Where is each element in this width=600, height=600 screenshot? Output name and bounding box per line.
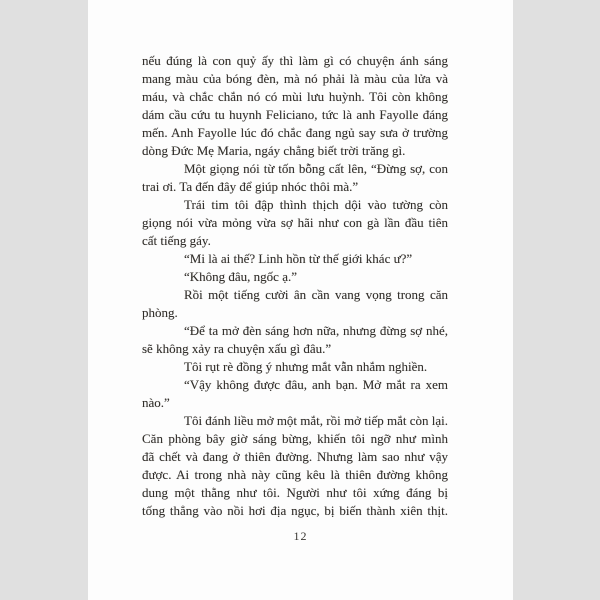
text-line: tống thẳng vào nồi hơi địa ngục, bị biến thành xiên thịt. — [142, 503, 448, 518]
page-text — [142, 52, 448, 520]
text-line: dám cầu cứu tu huynh Feliciano, tức là anh Fayolle đáng — [142, 107, 448, 122]
text-line: được. Ai trong nhà này cũng kêu là thiên đường không — [142, 467, 448, 482]
book-page — [88, 0, 513, 600]
paragraph — [142, 358, 448, 376]
text-line: trai ơi. Ta đến đây để giúp nhóc thôi mà.” — [142, 179, 359, 194]
paragraph — [142, 196, 448, 250]
paragraph — [142, 376, 448, 412]
text-line: mang màu của bóng đèn, mà nó phải là màu của lửa và — [142, 71, 448, 86]
text-line: Một giọng nói từ tốn bỗng cất lên, “Đừng sợ, con — [184, 161, 448, 176]
text-line: dòng Đức Mẹ Maria, ngáy chẳng biết trời trăng gì. — [142, 143, 406, 158]
text-line: phòng. — [142, 305, 178, 320]
text-line: “Không đâu, ngốc ạ.” — [184, 269, 297, 284]
paragraph — [142, 286, 448, 322]
paragraph — [142, 160, 448, 196]
page-number: 12 — [293, 529, 308, 543]
text-line: nào.” — [142, 395, 170, 410]
paragraph — [142, 412, 448, 520]
text-line: Căn phòng bây giờ sáng bừng, khiến tôi ngỡ như mình — [142, 431, 448, 446]
paragraph — [142, 322, 448, 358]
paragraph — [142, 250, 448, 268]
text-line: cất tiếng gáy. — [142, 233, 211, 248]
text-line: đã chết và đang ở thiên đường. Nhưng làm sao như vậy — [142, 449, 448, 464]
paragraph — [142, 52, 448, 160]
text-line: sẽ không xảy ra chuyện xấu gì đâu.” — [142, 341, 332, 356]
text-line: Tôi đánh liều mở một mắt, rồi mở tiếp mắt còn lại. — [184, 413, 448, 428]
paragraph — [142, 268, 448, 286]
text-line: “Vậy không được đâu, anh bạn. Mở mắt ra xem — [184, 377, 448, 392]
text-line: nếu đúng là con quỷ ấy thì làm gì có chuyện ánh sáng — [142, 53, 448, 68]
text-line: “Mi là ai thế? Linh hồn từ thế giới khác ư?” — [184, 251, 413, 266]
text-line: dung một thằng như tôi. Người như tôi xứng đáng bị — [142, 485, 448, 500]
text-line: “Để ta mở đèn sáng hơn nữa, nhưng đừng sợ nhé, — [184, 323, 448, 338]
text-line: máu, và chắc chắn nó có mùi lưu huỳnh. Tôi còn không — [142, 89, 448, 104]
text-line: giọng nói vừa mỏng vừa sợ hãi như con gà lần đầu tiên — [142, 215, 448, 230]
text-line: mến. Anh Fayolle lúc đó chắc đang ngủ say sưa ở trường — [142, 125, 448, 140]
text-line: Tôi rụt rè đồng ý nhưng mắt vẫn nhắm nghiền. — [184, 359, 428, 374]
text-line: Rồi một tiếng cười ân cần vang vọng trong căn — [184, 287, 448, 302]
text-line: Trái tim tôi đập thình thịch dội vào tường còn — [184, 197, 448, 212]
